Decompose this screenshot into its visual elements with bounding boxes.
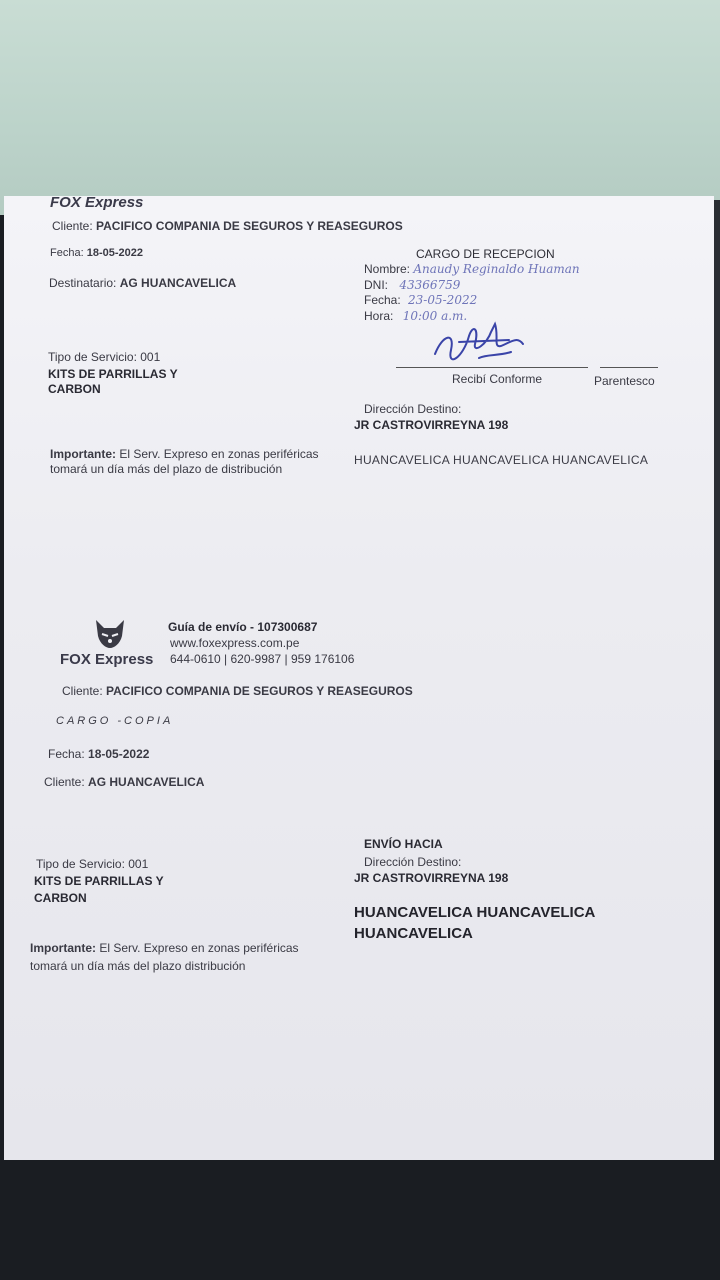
brand-logo-bottom: FOX Express	[60, 651, 154, 668]
contenido-line2-bottom: CARBON	[34, 891, 87, 905]
underlying-green-sheet	[0, 0, 720, 215]
contenido-line1-top: KITS DE PARRILLAS Y	[48, 367, 178, 381]
destinatario-row: Destinatario: AG HUANCAVELICA	[49, 276, 237, 290]
website: www.foxexpress.com.pe	[170, 636, 300, 650]
cliente-row-bottom: Cliente: PACIFICO COMPANIA DE SEGUROS Y REASEGUROS	[62, 684, 413, 698]
envio-hacia: ENVÍO HACIA	[364, 837, 443, 851]
tipo-servicio-top: Tipo de Servicio: 001	[48, 350, 161, 364]
fecha-row-top: Fecha: 18-05-2022	[50, 247, 143, 259]
guia-envio: Guía de envío - 107300687	[168, 620, 318, 634]
hora-row: Hora: 10:00 a.m.	[364, 309, 468, 323]
fecha-recepcion-row: Fecha: 23-05-2022	[364, 293, 478, 307]
cargo-copia: CARGO -COPIA	[56, 715, 174, 727]
importante-line2-bottom: tomará un día más del plazo distribución	[30, 959, 246, 973]
direccion-value-top: JR CASTROVIRREYNA 198	[354, 418, 509, 432]
cliente-row-top: Cliente: PACIFICO COMPANIA DE SEGUROS Y REASEGUROS	[52, 219, 403, 233]
fecha-row-bottom: Fecha: 18-05-2022	[48, 747, 150, 761]
cliente2-row-bottom: Cliente: AG HUANCAVELICA	[44, 775, 205, 789]
parentesco-line	[600, 367, 658, 368]
signature-line	[396, 367, 588, 368]
direccion-value-bottom: JR CASTROVIRREYNA 198	[354, 871, 509, 885]
direccion-label-top: Dirección Destino:	[364, 402, 462, 416]
ciudad-bottom-line2: HUANCAVELICA	[354, 925, 473, 942]
importante-line1-bottom: Importante: El Serv. Expreso en zonas periféricas	[30, 941, 299, 955]
nombre-row: Nombre: Anaudy Reginaldo Huaman	[364, 262, 580, 276]
direccion-label-bottom: Dirección Destino:	[364, 855, 462, 869]
importante-line1-top: Importante: El Serv. Expreso en zonas periféricas	[50, 447, 319, 461]
brand-logo-top: FOX Express	[50, 194, 144, 211]
cargo-recepcion-title: CARGO DE RECEPCION	[416, 247, 555, 261]
fox-logo-icon	[90, 616, 130, 650]
parentesco-label: Parentesco	[594, 374, 655, 388]
ciudad-bottom-line1: HUANCAVELICA HUANCAVELICA	[354, 904, 596, 921]
dni-row: DNI: 43366759	[364, 278, 461, 292]
signature-scribble	[429, 314, 529, 370]
importante-line2-top: tomará un día más del plazo de distribución	[50, 462, 283, 476]
shipping-guide-paper	[4, 196, 714, 1160]
contenido-line1-bottom: KITS DE PARRILLAS Y	[34, 874, 164, 888]
recibi-conforme-label: Recibí Conforme	[452, 372, 543, 386]
ciudad-top: HUANCAVELICA HUANCAVELICA HUANCAVELICA	[354, 453, 649, 467]
contenido-line2-top: CARBON	[48, 382, 101, 396]
tipo-servicio-bottom: Tipo de Servicio: 001	[36, 857, 149, 871]
phones: 644-0610 | 620-9987 | 959 176106	[170, 652, 355, 666]
